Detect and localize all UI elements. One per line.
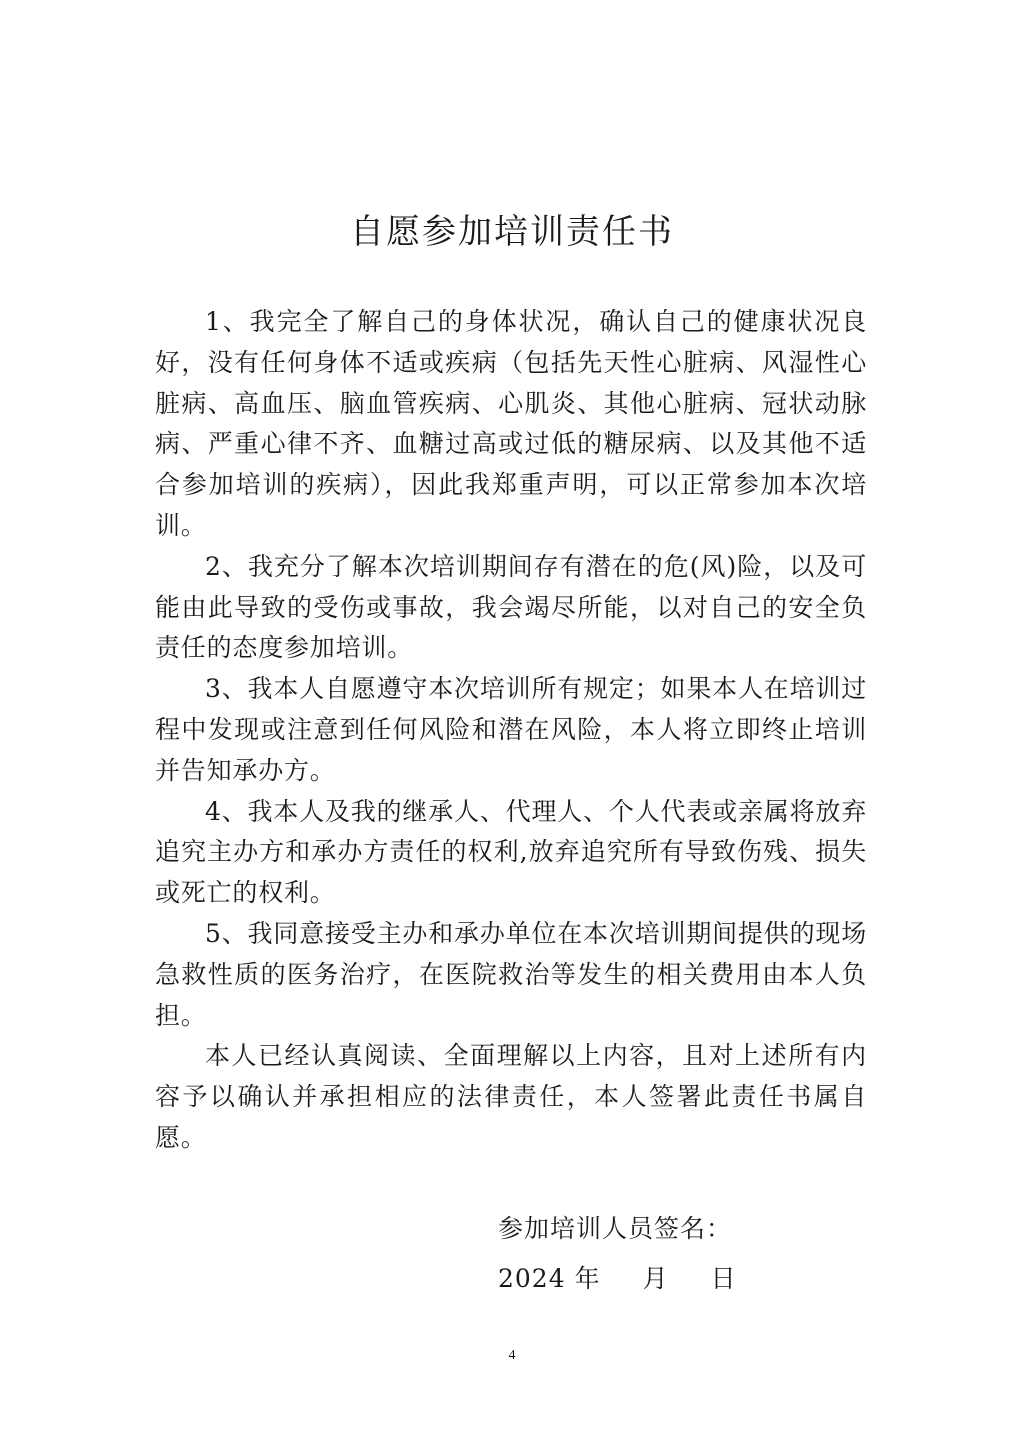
date-month-unit: 月 bbox=[642, 1264, 669, 1293]
date-year: 2024 bbox=[498, 1264, 566, 1293]
document-body bbox=[155, 302, 867, 1159]
clause-paragraph-5: 5、我同意接受主办和承办单位在本次培训期间提供的现场急救性质的医务治疗，在医院救治等发生的相关费用由本人负担。 bbox=[155, 918, 867, 1030]
signature-label: 参加培训人员签名： bbox=[498, 1214, 733, 1243]
page-number: 4 bbox=[508, 1348, 516, 1363]
acknowledgement-paragraph: 本人已经认真阅读、全面理解以上内容，且对上述所有内容予以确认并承担相应的法律责任，本人签署此责任书属自愿。 bbox=[155, 1041, 867, 1152]
clause-paragraph-2: 2、我充分了解本次培训期间存有潜在的危(风)险，以及可能由此导致的受伤或事故，我会竭尽所能，以对自己的安全负责任的态度参加培训。 bbox=[155, 551, 867, 663]
date-day-unit: 日 bbox=[710, 1264, 737, 1293]
signature-block bbox=[498, 1204, 828, 1304]
signature-date bbox=[498, 1254, 828, 1304]
clause-paragraph-3: 3、我本人自愿遵守本次培训所有规定；如果本人在培训过程中发现或注意到任何风险和潜在风险，本人将立即终止培训并告知承办方。 bbox=[155, 674, 867, 785]
clause-paragraph-4: 4、我本人及我的继承人、代理人、个人代表或亲属将放弃追究主办方和承办方责任的权利,放弃追究所有导致伤残、损失或死亡的权利。 bbox=[155, 796, 867, 908]
document-title: 自愿参加培训责任书 bbox=[350, 212, 674, 252]
date-year-unit: 年 bbox=[574, 1264, 601, 1293]
clause-paragraph-1: 1、我完全了解自己的身体状况，确认自己的健康状况良好，没有任何身体不适或疾病（包括先天性心脏病、风湿性心脏病、高血压、脑血管疾病、心肌炎、其他心脏病、冠状动脉病、严重心律不齐、血糖过高或过低的糖尿病、以及其他不适合参加培训的疾病），因此我郑重声明，可以正常参加本次培训。 bbox=[155, 307, 867, 540]
